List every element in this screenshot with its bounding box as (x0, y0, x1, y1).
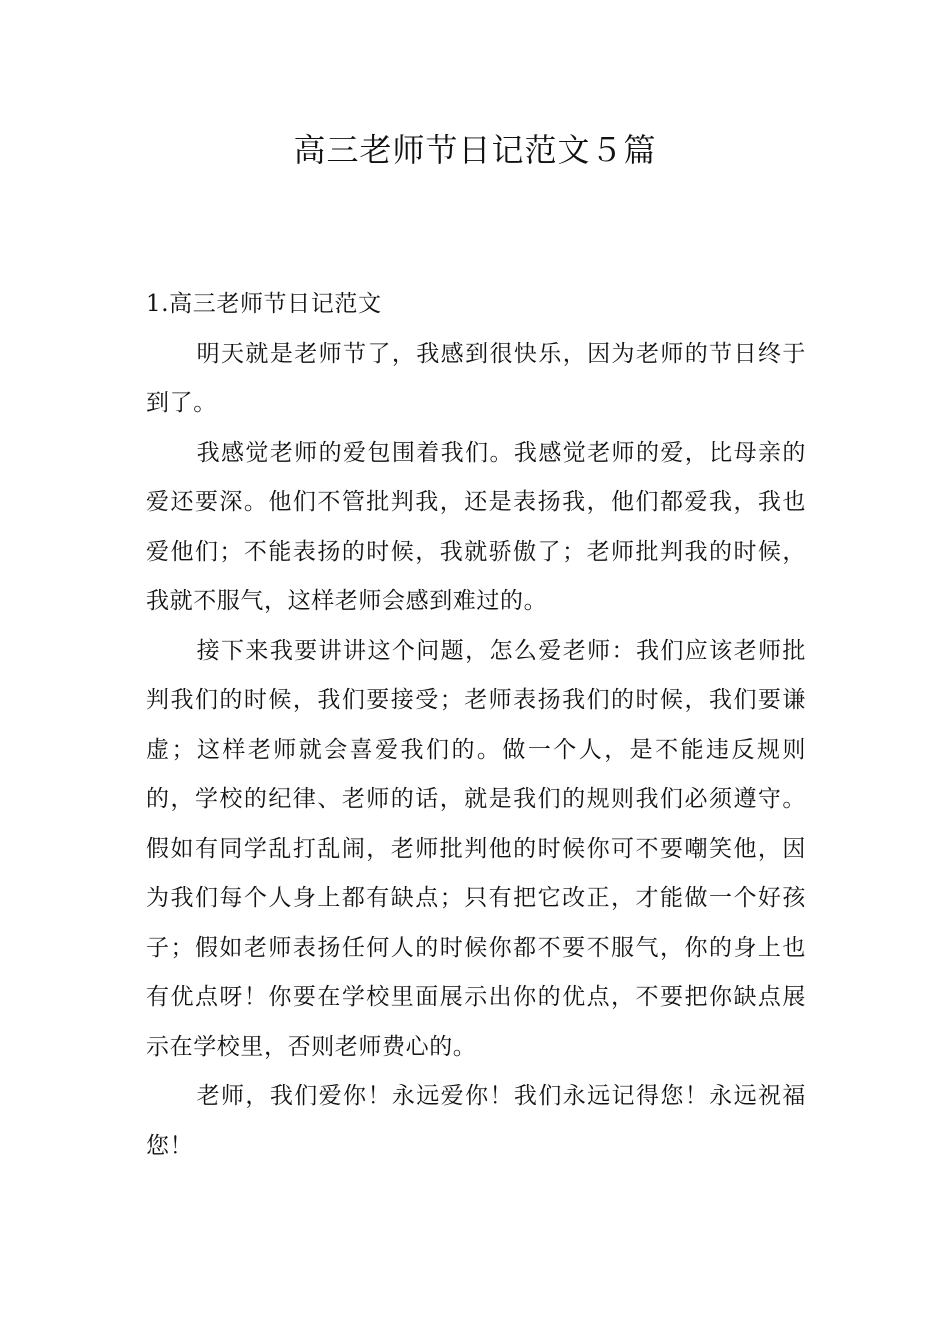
paragraph-4: 老师，我们爱你！永远爱你！我们永远记得您！永远祝福您！ (146, 1083, 806, 1159)
paragraph-2: 我感觉老师的爱包围着我们。我感觉老师的爱，比母亲的爱还要深。他们不管批判我，还是表扬我，他们都爱我，我也爱他们；不能表扬的时候，我就骄傲了；老师批判我的时候，我就不服气，这样老师会感到难过的。 (146, 439, 806, 614)
document-body (146, 280, 806, 1171)
document-title: 高三老师节日记范文５篇 (293, 131, 657, 169)
section-heading: 1.高三老师节日记范文 (146, 291, 382, 317)
paragraph-1: 明天就是老师节了，我感到很快乐，因为老师的节日终于到了。 (146, 340, 806, 416)
paragraph-3: 接下来我要讲讲这个问题，怎么爱老师：我们应该老师批判我们的时候，我们要接受；老师表扬我们的时候，我们要谦虚；这样老师就会喜爱我们的。做一个人，是不能违反规则的，学校的纪律、老师的话，就是我们的规则我们必须遵守。假如有同学乱打乱闹，老师批判他的时候你可不要嘲笑他，因为我们每个人身上都有缺点；只有把它改正，才能做一个好孩子；假如老师表扬任何人的时候你都不要不服气，你的身上也有优点呀！你要在学校里面展示出你的优点，不要把你缺点展示在学校里，否则老师费心的。 (146, 637, 806, 1060)
